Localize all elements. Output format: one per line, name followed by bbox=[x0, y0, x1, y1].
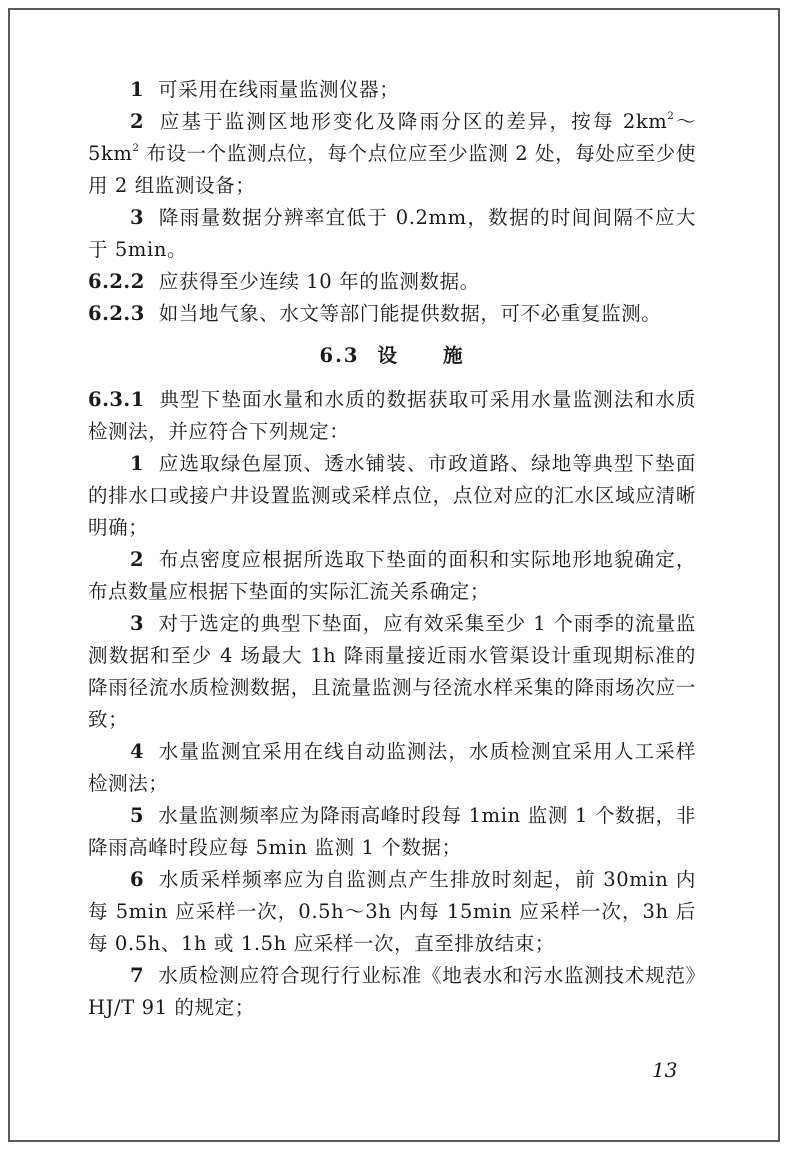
item-number: 1 bbox=[130, 452, 145, 475]
item-text: 应基于监测区地形变化及降雨分区的差异，按每 2km bbox=[158, 110, 668, 133]
clause-text: 如当地气象、水文等部门能提供数据，可不必重复监测。 bbox=[158, 302, 662, 325]
item-text: 应选取绿色屋顶、透水铺装、市政道路、绿地等典型下垫面的排水口或接户井设置监测或采样点位，点位对应的汇水区域应清晰明确； bbox=[88, 452, 696, 539]
list-item bbox=[88, 448, 696, 544]
page-body bbox=[88, 74, 696, 1024]
item-text: 对于选定的典型下垫面，应有效采集至少 1 个雨季的流量监测数据和至少 4 场最大 1h 降雨量接近雨水管渠设计重现期标准的降雨径流水质检测数据，且流量监测与径流水样采集的降雨场次应一致； bbox=[88, 612, 696, 731]
item-text: 降雨量数据分辨率宜低于 0.2mm，数据的时间间隔不应大于 5min。 bbox=[88, 206, 696, 261]
item-number: 2 bbox=[130, 110, 145, 133]
clause-text: 典型下垫面水量和水质的数据获取可采用水量监测法和水质检测法，并应符合下列规定： bbox=[88, 388, 696, 443]
clause-text: 应获得至少连续 10 年的监测数据。 bbox=[158, 270, 480, 293]
clause-number: 6.3.1 bbox=[88, 388, 145, 411]
clause-paragraph bbox=[88, 266, 696, 298]
section-title-char: 设 bbox=[377, 344, 399, 367]
list-item bbox=[88, 202, 696, 266]
list-item bbox=[88, 74, 696, 106]
superscript: 2 bbox=[667, 111, 675, 122]
item-text: ～5km bbox=[88, 110, 696, 165]
item-number: 7 bbox=[130, 964, 145, 987]
list-item bbox=[88, 960, 696, 1024]
list-item bbox=[88, 106, 696, 202]
item-text: 可采用在线雨量监测仪器； bbox=[158, 78, 400, 101]
section-title-char: 施 bbox=[442, 344, 465, 367]
list-item bbox=[88, 608, 696, 736]
clause-paragraph bbox=[88, 298, 696, 330]
item-number: 3 bbox=[130, 612, 145, 635]
item-text: 水质采样频率应为自监测点产生排放时刻起，前 30min 内每 5min 应采样一次，0.5h～3h 内每 15min 应采样一次，3h 后每 0.5h、1h 或 1.5h 应采样一次，直至排放结束； bbox=[88, 868, 696, 955]
list-item bbox=[88, 864, 696, 960]
item-number: 2 bbox=[130, 548, 145, 571]
section-number: 6.3 bbox=[319, 344, 360, 367]
item-number: 5 bbox=[130, 804, 145, 827]
item-text: 水量监测宜采用在线自动监测法，水质检测宜采用人工采样检测法； bbox=[88, 740, 696, 795]
item-text: 布点密度应根据所选取下垫面的面积和实际地形地貌确定，布点数量应根据下垫面的实际汇流关系确定； bbox=[88, 548, 696, 603]
page-number: 13 bbox=[652, 1058, 678, 1082]
item-text: 水质检测应符合现行行业标准《地表水和污水监测技术规范》HJ/T 91 的规定； bbox=[88, 964, 696, 1019]
clause-number: 6.2.2 bbox=[88, 270, 145, 293]
item-number: 6 bbox=[130, 868, 145, 891]
item-text: 布设一个监测点位，每个点位应至少监测 2 处，每处应至少使用 2 组监测设备； bbox=[88, 142, 696, 197]
list-item bbox=[88, 736, 696, 800]
item-number: 1 bbox=[130, 78, 145, 101]
item-number: 4 bbox=[130, 740, 145, 763]
section-heading bbox=[88, 340, 696, 372]
superscript: 2 bbox=[132, 143, 140, 154]
list-item bbox=[88, 544, 696, 608]
clause-number: 6.2.3 bbox=[88, 302, 145, 325]
item-text: 水量监测频率应为降雨高峰时段每 1min 监测 1 个数据，非降雨高峰时段应每 5min 监测 1 个数据； bbox=[88, 804, 696, 859]
clause-paragraph bbox=[88, 384, 696, 448]
item-number: 3 bbox=[130, 206, 145, 229]
list-item bbox=[88, 800, 696, 864]
